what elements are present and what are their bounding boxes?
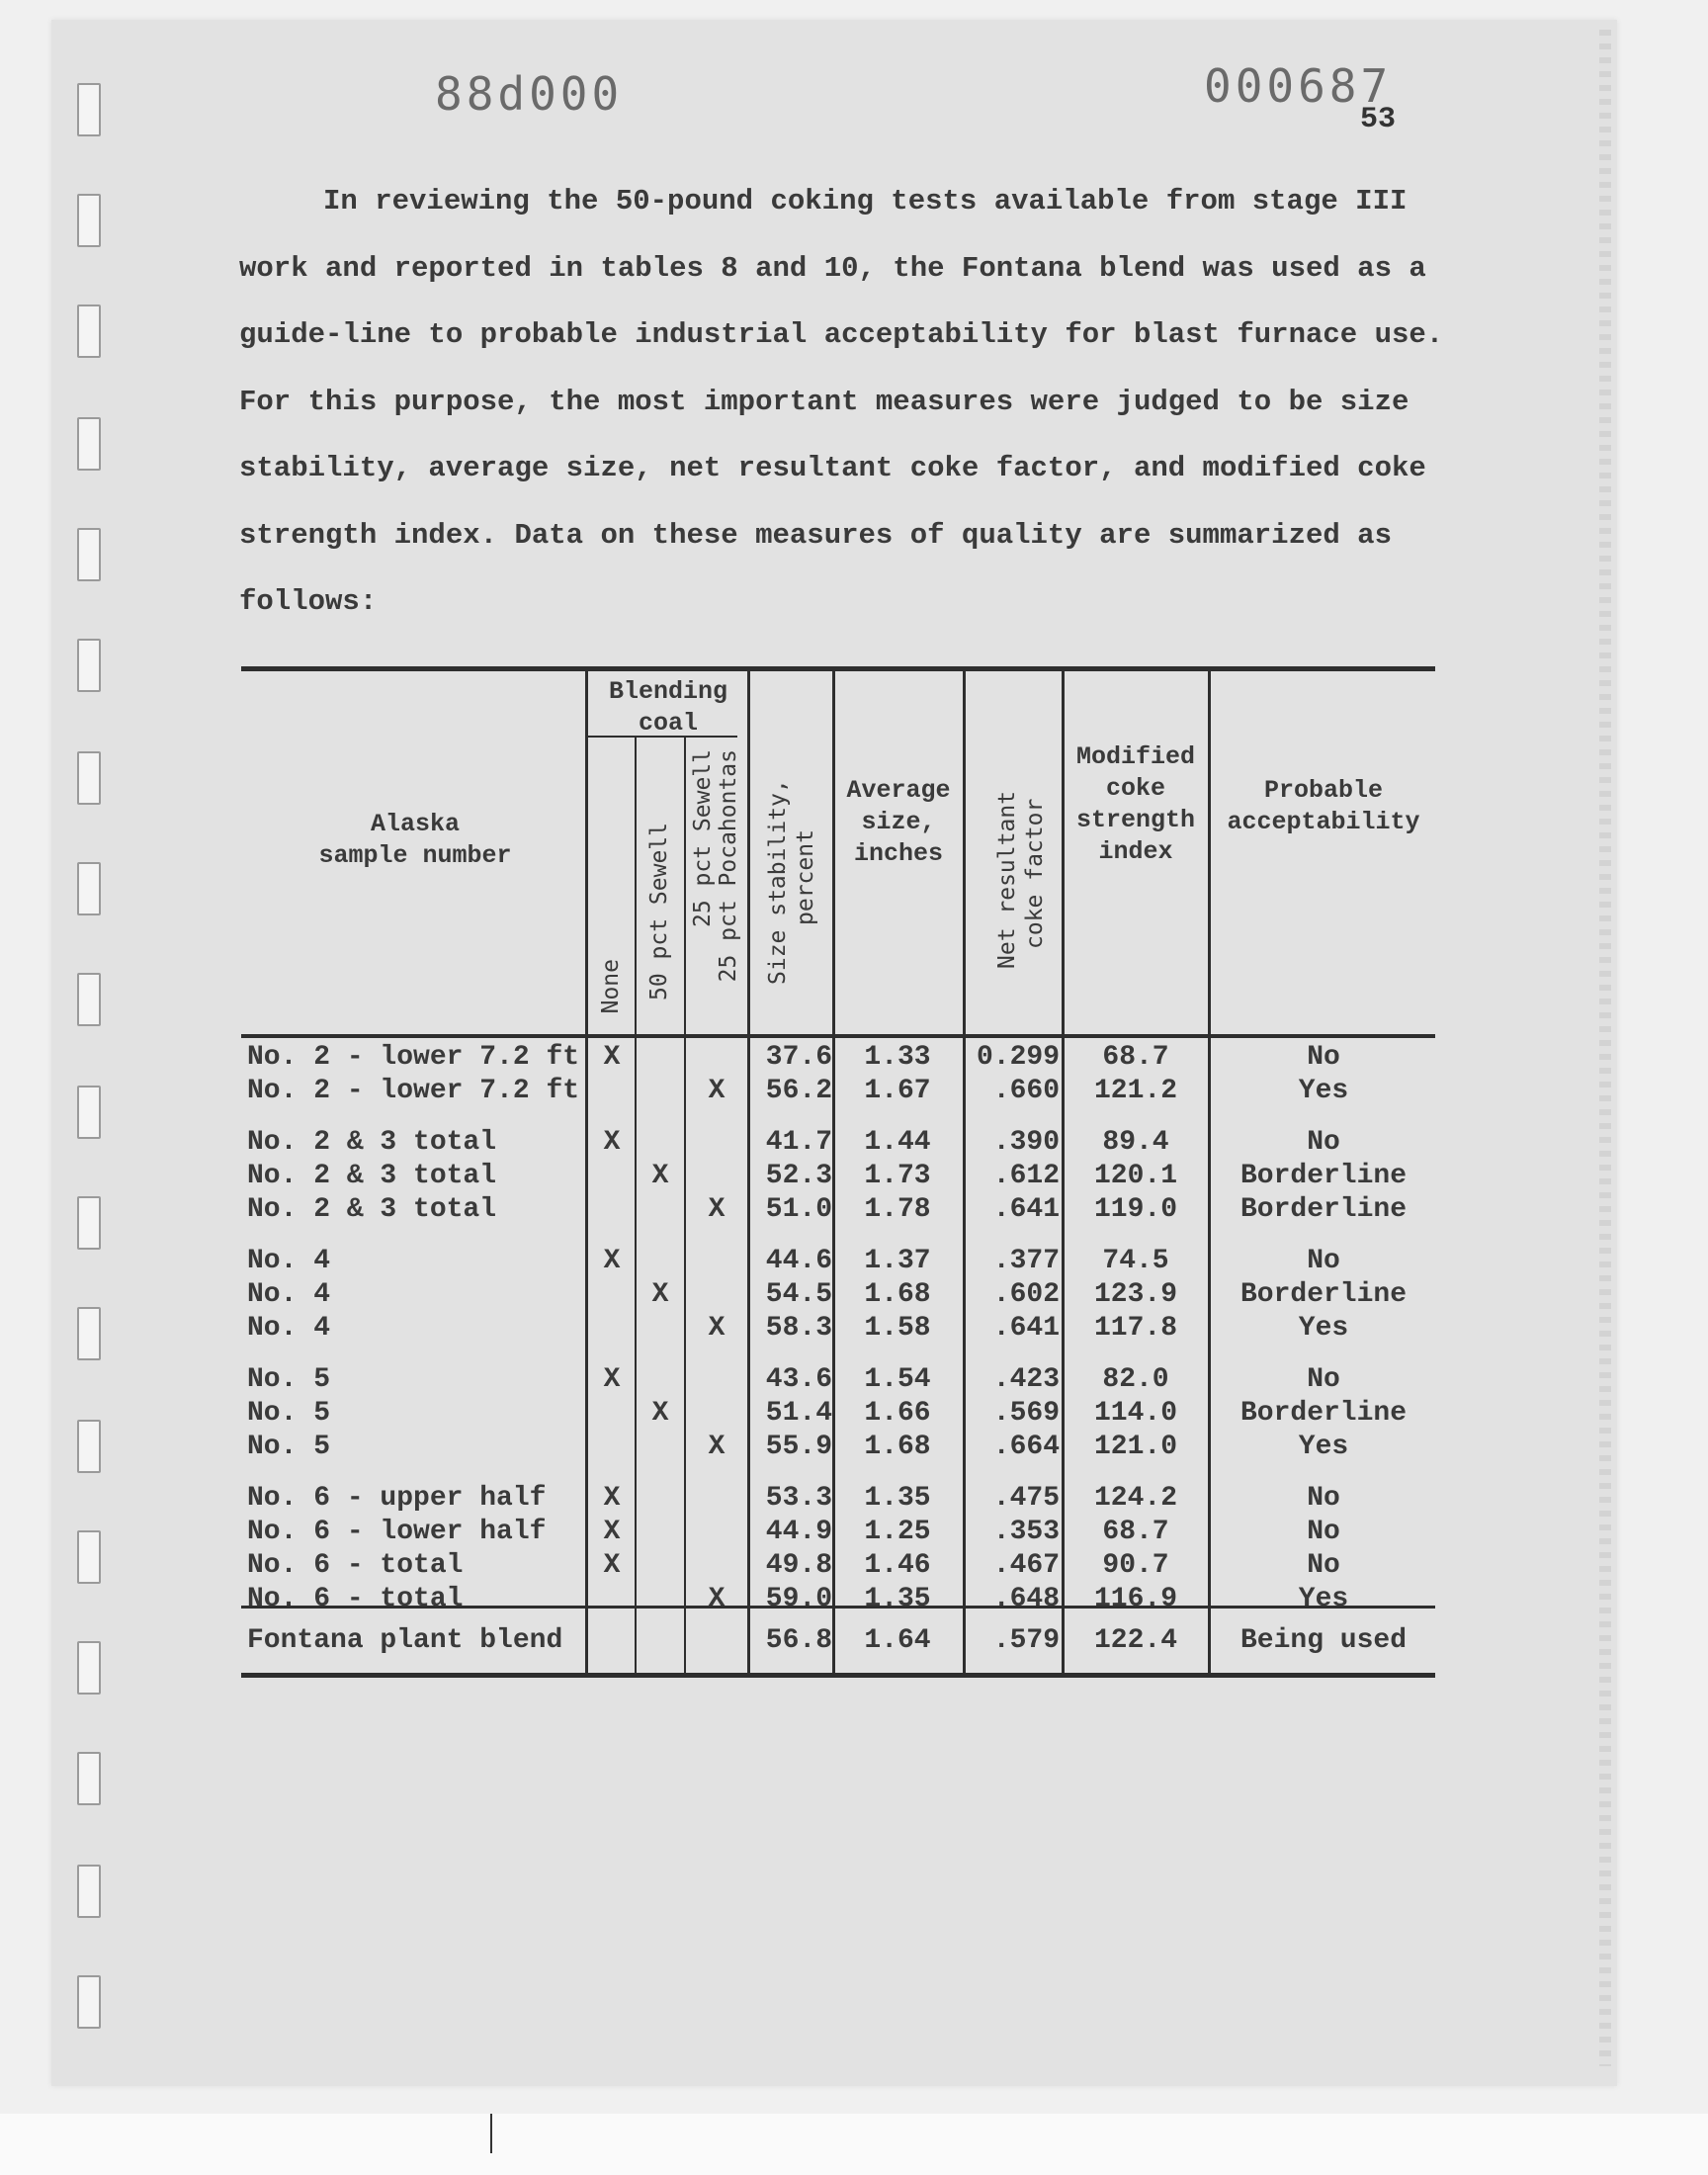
header-size-stability-2 bbox=[793, 787, 818, 925]
binder-hole bbox=[77, 1196, 101, 1250]
header-text: Probable bbox=[1263, 776, 1384, 805]
header-sample-number bbox=[247, 809, 583, 872]
cell-strength-index: 117.8 bbox=[1093, 1313, 1177, 1344]
cell-acceptability: Borderline bbox=[1239, 1398, 1408, 1429]
cell-blend-none: X bbox=[603, 1364, 621, 1395]
cell-sample-number: No. 2 & 3 total bbox=[247, 1161, 497, 1191]
cell-strength-index: 119.0 bbox=[1093, 1194, 1177, 1225]
header-text: Size stability, bbox=[765, 779, 791, 985]
cell-strength-index: 124.2 bbox=[1093, 1483, 1177, 1514]
cell-net-coke-factor: .641 bbox=[992, 1313, 1060, 1344]
header-net-coke-factor bbox=[994, 751, 1020, 969]
paragraph-line: strength index. Data on these measures of quality are summarized as bbox=[239, 518, 1392, 552]
binder-hole bbox=[77, 194, 101, 247]
header-text: coal bbox=[638, 709, 698, 738]
binder-hole bbox=[77, 1975, 101, 2029]
header-text: Net resultant bbox=[994, 790, 1020, 969]
cell-sample-number: No. 5 bbox=[247, 1398, 331, 1429]
cell-average-size: 1.25 bbox=[864, 1517, 931, 1547]
header-text: 25 pct Pocahontas bbox=[716, 749, 741, 983]
cell-strength-index: 68.7 bbox=[1102, 1517, 1169, 1547]
binder-hole bbox=[77, 1641, 101, 1695]
cell-average-size: 1.68 bbox=[864, 1279, 931, 1310]
cell-blend-sewell-pocahontas: X bbox=[708, 1194, 726, 1225]
cell-size-stability: 53.3 bbox=[765, 1483, 832, 1514]
page-number: 53 bbox=[1360, 103, 1397, 136]
cell-average-size: 1.68 bbox=[864, 1432, 931, 1462]
cell-net-coke-factor: .602 bbox=[992, 1279, 1060, 1310]
cell-sample-number: No. 6 - upper half bbox=[247, 1483, 547, 1514]
binder-hole bbox=[77, 862, 101, 915]
cell-net-coke-factor: .475 bbox=[992, 1483, 1060, 1514]
cell-net-coke-factor: .648 bbox=[992, 1584, 1060, 1614]
cell-strength-index: 82.0 bbox=[1102, 1364, 1169, 1395]
header-text: strength bbox=[1075, 806, 1196, 834]
header-text: percent bbox=[793, 829, 818, 925]
cell-net-coke-factor: .423 bbox=[992, 1364, 1060, 1395]
cell-blend-sewell-pocahontas: X bbox=[708, 1432, 726, 1462]
cell-net-coke-factor: .612 bbox=[992, 1161, 1060, 1191]
binder-hole bbox=[77, 751, 101, 805]
cell-acceptability: Borderline bbox=[1239, 1194, 1408, 1225]
header-net-coke-factor-2 bbox=[1022, 771, 1048, 949]
paragraph-line: guide-line to probable industrial acceptability for blast furnace use. bbox=[239, 318, 1444, 351]
column-rule bbox=[1208, 668, 1211, 1677]
cell-net-coke-factor: .467 bbox=[992, 1550, 1060, 1581]
cell-sample-number: No. 5 bbox=[247, 1432, 331, 1462]
header-text: Modified bbox=[1075, 742, 1196, 771]
paragraph-line: stability, average size, net resultant coke factor, and modified coke bbox=[239, 452, 1426, 484]
header-blending-coal bbox=[587, 676, 749, 740]
binder-hole bbox=[77, 639, 101, 692]
cell-average-size: 1.44 bbox=[864, 1127, 931, 1158]
paragraph-line: work and reported in tables 8 and 10, the Fontana blend was used as a bbox=[239, 251, 1426, 285]
cell-blend-sewell: X bbox=[651, 1161, 669, 1191]
header-acceptability bbox=[1212, 775, 1435, 838]
stamp-left: 88d000 bbox=[435, 67, 624, 121]
cell-blend-none: X bbox=[603, 1550, 621, 1581]
binder-hole bbox=[77, 1420, 101, 1473]
footer-net-coke-factor: .579 bbox=[992, 1625, 1060, 1656]
cell-size-stability: 44.9 bbox=[765, 1517, 832, 1547]
cell-average-size: 1.67 bbox=[864, 1076, 931, 1106]
binder-hole bbox=[77, 1752, 101, 1805]
cell-sample-number: No. 4 bbox=[247, 1279, 331, 1310]
header-strength-index bbox=[1064, 741, 1208, 868]
cell-blend-none: X bbox=[603, 1483, 621, 1514]
header-size-stability bbox=[765, 747, 791, 985]
binder-hole bbox=[77, 83, 101, 136]
cell-net-coke-factor: .377 bbox=[992, 1246, 1060, 1276]
footer-acceptability: Being used bbox=[1239, 1625, 1408, 1656]
cell-net-coke-factor: .664 bbox=[992, 1432, 1060, 1462]
header-text: Average bbox=[846, 776, 951, 805]
binder-hole bbox=[77, 304, 101, 358]
header-none: None bbox=[598, 959, 624, 1014]
cell-blend-sewell: X bbox=[651, 1279, 669, 1310]
cell-strength-index: 89.4 bbox=[1102, 1127, 1169, 1158]
table-bottom-rule bbox=[241, 1673, 1435, 1678]
cell-blend-none: X bbox=[603, 1042, 621, 1073]
cell-net-coke-factor: .660 bbox=[992, 1076, 1060, 1106]
cell-size-stability: 41.7 bbox=[765, 1127, 832, 1158]
cell-sample-number: No. 6 - total bbox=[247, 1550, 464, 1581]
cell-net-coke-factor: .641 bbox=[992, 1194, 1060, 1225]
header-average-size bbox=[834, 775, 963, 870]
cell-strength-index: 123.9 bbox=[1093, 1279, 1177, 1310]
cell-acceptability: No bbox=[1307, 1042, 1340, 1073]
cell-net-coke-factor: .569 bbox=[992, 1398, 1060, 1429]
cell-strength-index: 90.7 bbox=[1102, 1550, 1169, 1581]
binder-hole bbox=[77, 1086, 101, 1139]
cell-sample-number: No. 6 - total bbox=[247, 1584, 464, 1614]
binder-hole bbox=[77, 417, 101, 471]
footer-size-stability: 56.8 bbox=[765, 1625, 832, 1656]
cell-average-size: 1.58 bbox=[864, 1313, 931, 1344]
cell-average-size: 1.46 bbox=[864, 1550, 931, 1581]
cell-average-size: 1.54 bbox=[864, 1364, 931, 1395]
column-rule bbox=[585, 668, 588, 1677]
header-text: coke bbox=[1105, 774, 1165, 803]
header-sewell-pocahontas-2 bbox=[716, 749, 741, 982]
cell-size-stability: 56.2 bbox=[765, 1076, 832, 1106]
cell-strength-index: 116.9 bbox=[1093, 1584, 1177, 1614]
cell-average-size: 1.78 bbox=[864, 1194, 931, 1225]
cell-acceptability: No bbox=[1307, 1127, 1340, 1158]
cell-acceptability: Yes bbox=[1298, 1076, 1349, 1106]
paragraph-line: follows: bbox=[239, 585, 378, 618]
binder-hole bbox=[77, 528, 101, 581]
cell-size-stability: 37.6 bbox=[765, 1042, 832, 1073]
cell-sample-number: No. 2 & 3 total bbox=[247, 1127, 497, 1158]
cell-sample-number: No. 4 bbox=[247, 1246, 331, 1276]
cell-blend-sewell-pocahontas: X bbox=[708, 1584, 726, 1614]
cell-sample-number: No. 2 - lower 7.2 ft bbox=[247, 1042, 580, 1073]
paragraph-line: For this purpose, the most important measures were judged to be size bbox=[239, 385, 1409, 418]
cell-acceptability: Yes bbox=[1298, 1432, 1349, 1462]
paragraph-line: In reviewing the 50-pound coking tests available from stage III bbox=[323, 185, 1408, 218]
header-text: size, bbox=[861, 808, 936, 836]
cell-strength-index: 120.1 bbox=[1093, 1161, 1177, 1191]
cell-strength-index: 74.5 bbox=[1102, 1246, 1169, 1276]
cell-average-size: 1.66 bbox=[864, 1398, 931, 1429]
cell-strength-index: 68.7 bbox=[1102, 1042, 1169, 1073]
cell-average-size: 1.35 bbox=[864, 1584, 931, 1614]
stamp-right: 000687 bbox=[1204, 59, 1393, 113]
cell-size-stability: 49.8 bbox=[765, 1550, 832, 1581]
header-text: acceptability bbox=[1227, 808, 1420, 836]
cell-acceptability: Yes bbox=[1298, 1313, 1349, 1344]
binder-hole bbox=[77, 1865, 101, 1918]
table-top-rule bbox=[241, 666, 1435, 671]
footer-strength-index: 122.4 bbox=[1093, 1625, 1177, 1656]
body-paragraph bbox=[239, 168, 1444, 636]
cell-average-size: 1.37 bbox=[864, 1246, 931, 1276]
cell-acceptability: No bbox=[1307, 1550, 1340, 1581]
cell-blend-none: X bbox=[603, 1127, 621, 1158]
cell-average-size: 1.33 bbox=[864, 1042, 931, 1073]
header-text: coke factor bbox=[1022, 798, 1048, 949]
header-50-pct-sewell: 50 pct Sewell bbox=[646, 823, 672, 1001]
header-sewell-pocahontas bbox=[690, 749, 716, 927]
cell-strength-index: 121.0 bbox=[1093, 1432, 1177, 1462]
header-text: Alaska bbox=[370, 810, 460, 838]
cell-net-coke-factor: .390 bbox=[992, 1127, 1060, 1158]
cell-net-coke-factor: .353 bbox=[992, 1517, 1060, 1547]
cell-acceptability: No bbox=[1307, 1483, 1340, 1514]
header-text: 25 pct Sewell bbox=[690, 749, 716, 928]
cell-blend-sewell-pocahontas: X bbox=[708, 1076, 726, 1106]
cell-strength-index: 114.0 bbox=[1093, 1398, 1177, 1429]
cell-blend-sewell: X bbox=[651, 1398, 669, 1429]
cell-net-coke-factor: 0.299 bbox=[976, 1042, 1060, 1073]
cell-size-stability: 44.6 bbox=[765, 1246, 832, 1276]
cell-acceptability: No bbox=[1307, 1517, 1340, 1547]
binder-hole bbox=[77, 1307, 101, 1360]
footer-sample: Fontana plant blend bbox=[247, 1625, 563, 1656]
cell-acceptability: Borderline bbox=[1239, 1279, 1408, 1310]
cell-blend-none: X bbox=[603, 1246, 621, 1276]
header-text: inches bbox=[853, 839, 943, 868]
cell-size-stability: 43.6 bbox=[765, 1364, 832, 1395]
binder-hole bbox=[77, 973, 101, 1026]
header-bottom-rule bbox=[241, 1034, 1435, 1038]
cell-blend-none: X bbox=[603, 1517, 621, 1547]
cell-blend-sewell-pocahontas: X bbox=[708, 1313, 726, 1344]
cell-sample-number: No. 2 - lower 7.2 ft bbox=[247, 1076, 580, 1106]
header-text: Blending bbox=[608, 677, 728, 706]
cell-acceptability: No bbox=[1307, 1246, 1340, 1276]
cell-sample-number: No. 4 bbox=[247, 1313, 331, 1344]
column-rule bbox=[747, 668, 750, 1677]
cell-sample-number: No. 5 bbox=[247, 1364, 331, 1395]
header-text: index bbox=[1098, 837, 1173, 866]
cell-average-size: 1.35 bbox=[864, 1483, 931, 1514]
cell-acceptability: Borderline bbox=[1239, 1161, 1408, 1191]
scanner-mark bbox=[490, 2114, 492, 2153]
page-edge-shadow bbox=[1599, 30, 1611, 2066]
binder-hole bbox=[77, 1530, 101, 1584]
cell-sample-number: No. 2 & 3 total bbox=[247, 1194, 497, 1225]
cell-size-stability: 51.4 bbox=[765, 1398, 832, 1429]
cell-average-size: 1.73 bbox=[864, 1161, 931, 1191]
header-text: sample number bbox=[318, 841, 512, 870]
cell-size-stability: 58.3 bbox=[765, 1313, 832, 1344]
cell-size-stability: 52.3 bbox=[765, 1161, 832, 1191]
cell-acceptability: Yes bbox=[1298, 1584, 1349, 1614]
scanner-margin bbox=[0, 2114, 1708, 2175]
cell-size-stability: 51.0 bbox=[765, 1194, 832, 1225]
cell-acceptability: No bbox=[1307, 1364, 1340, 1395]
cell-size-stability: 59.0 bbox=[765, 1584, 832, 1614]
cell-sample-number: No. 6 - lower half bbox=[247, 1517, 547, 1547]
column-rule bbox=[635, 738, 637, 1677]
cell-size-stability: 54.5 bbox=[765, 1279, 832, 1310]
cell-size-stability: 55.9 bbox=[765, 1432, 832, 1462]
cell-strength-index: 121.2 bbox=[1093, 1076, 1177, 1106]
footer-average-size: 1.64 bbox=[864, 1625, 931, 1656]
